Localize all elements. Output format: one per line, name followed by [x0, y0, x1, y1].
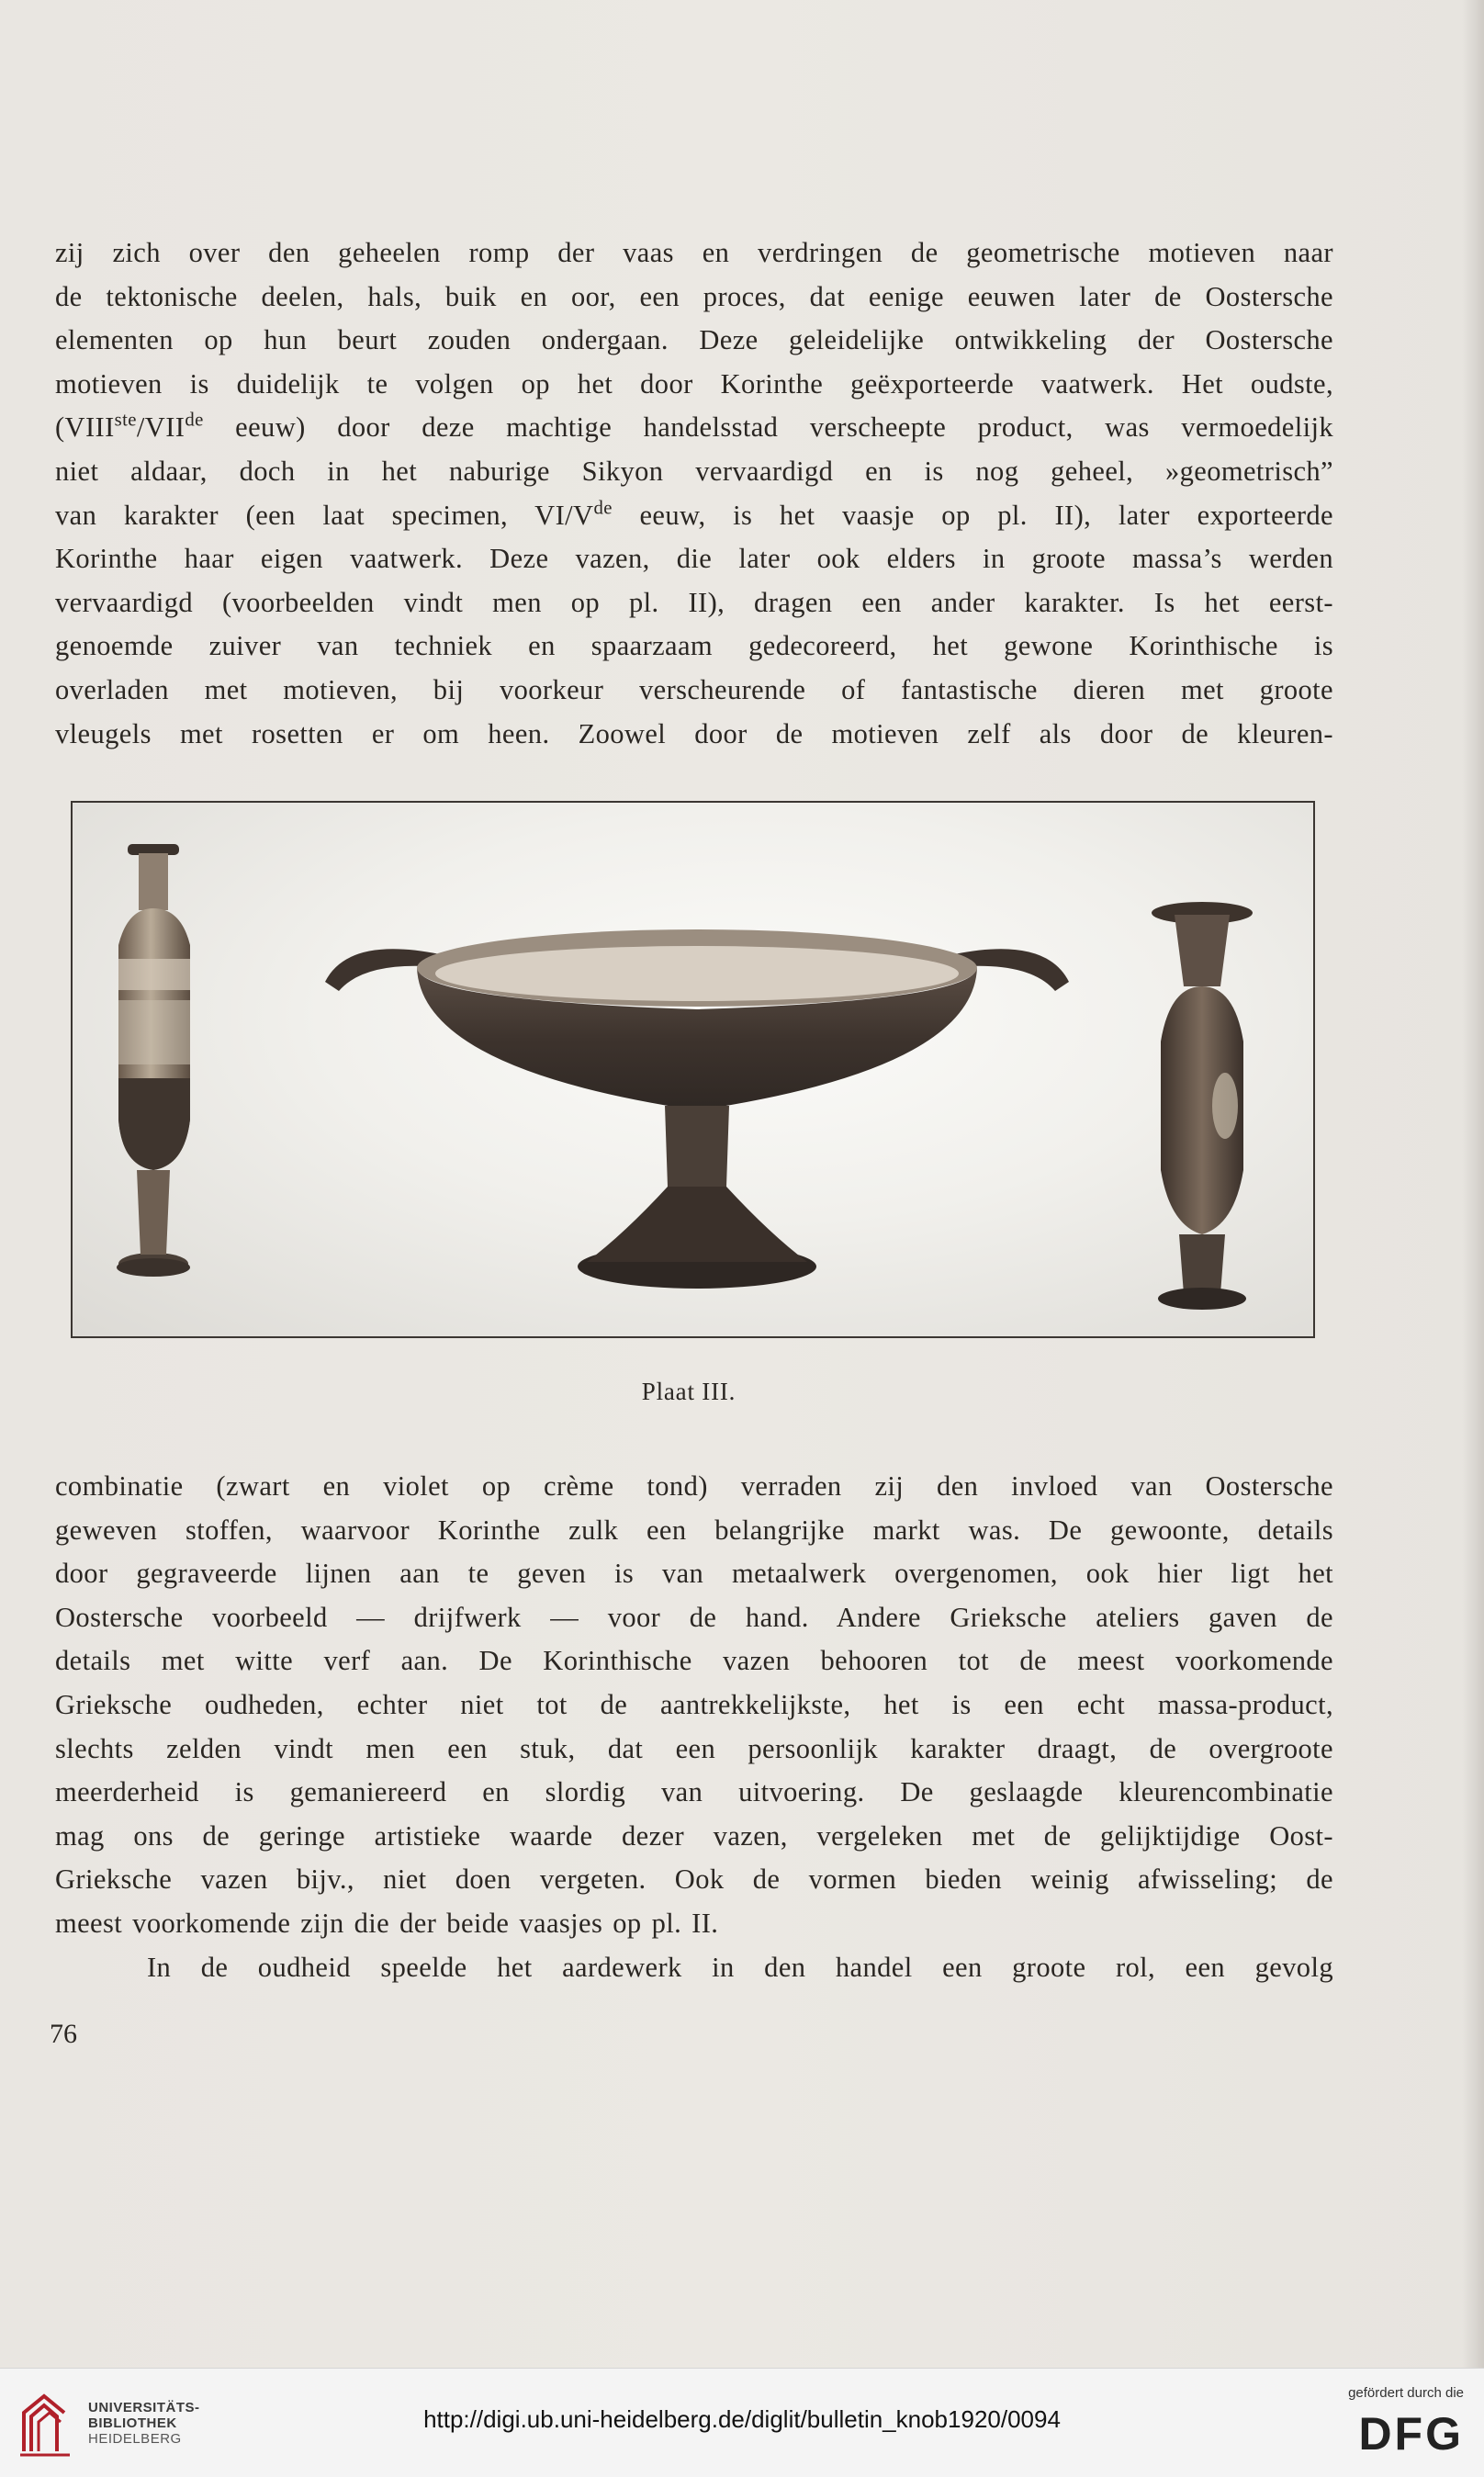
funded-by-label: gefördert durch die	[1348, 2385, 1464, 2401]
paragraph-bottom-line: meerderheid is gemaniereerd en slordig van uitvoering. De geslaagde kleurencombinatie	[55, 1776, 1333, 1808]
paragraph-top-line: Korinthe haar eigen vaatwerk. Deze vazen, die later ook elders in groote massa’s werden	[55, 543, 1333, 575]
institution-line: BIBLIOTHEK	[88, 2415, 177, 2431]
superscript: de	[593, 498, 613, 519]
page-number: 76	[50, 2019, 77, 2049]
paragraph-final-line: In de oudheid speelde het aardewerk in den handel een groote rol, een gevolg	[147, 1951, 1333, 1983]
right-lekythos-vase	[1152, 902, 1253, 1310]
plate-photograph	[71, 801, 1315, 1338]
paragraph-top-line: genoemde zuiver van techniek en spaarzaam gedecoreerd, het gewone Korinthische is	[55, 630, 1333, 662]
left-lekythos-vase	[117, 844, 190, 1277]
paragraph-bottom-line: Oostersche voorbeeld — drijfwerk — voor de hand. Andere Grieksche ateliers gaven de	[55, 1601, 1333, 1633]
paragraph-top-line-specimen	[55, 494, 1333, 538]
paragraph-top-line: niet aldaar, doch in het naburige Sikyon vervaardigd en is nog geheel, »geometrisch”	[55, 456, 1333, 487]
paragraph-bottom-line: door gegraveerde lijnen aan te geven is van metaalwerk overgenomen, ook hier ligt het	[55, 1558, 1333, 1590]
paragraph-top-line: de tektonische deelen, hals, buik en oor, een proces, dat eenige eeuwen later de Oostersche	[55, 280, 1333, 312]
dfg-logo: DFG	[1358, 2408, 1464, 2460]
digitization-footer	[0, 2368, 1484, 2477]
paragraph-bottom-line: Grieksche oudheden, echter niet tot de aantrekkelijkste, het is een echt massa-product,	[55, 1689, 1333, 1720]
paragraph-bottom-line: mag ons de geringe artistieke waarde dezer vazen, vergeleken met de gelijktijdige Oost-	[55, 1819, 1333, 1852]
paragraph-bottom-line: meest voorkomende zijn die der beide vaasjes op pl. II.	[55, 1908, 719, 1939]
paragraph-top-line: zij zich over den geheelen romp der vaas en verdringen de geometrische motieven naar	[55, 237, 1333, 268]
paragraph-top-line: vervaardigd (voorbeelden vindt men op pl. II), dragen een ander karakter. Is het eerst-	[55, 586, 1333, 618]
paragraph-bottom-line: combinatie (zwart en violet op crème tond) verraden zij den invloed van Oostersche	[55, 1470, 1333, 1502]
text-run: (VIII	[55, 411, 115, 444]
superscript: de	[185, 410, 204, 431]
institution-line: HEIDELBERG	[88, 2431, 182, 2447]
paragraph-top-line: overladen met motieven, bij voorkeur verscheurende of fantastische dieren met groote	[55, 674, 1333, 705]
page-edge-shadow	[1462, 0, 1484, 2368]
paragraph-bottom-line: Grieksche vazen bijv., niet doen vergeten. Ook de vormen bieden weinig afwisseling; de	[55, 1863, 1333, 1896]
text-run: eeuw, is het vaasje op pl. II), later exporteerde	[612, 499, 1333, 531]
kylix-cup	[325, 929, 1069, 1289]
superscript: ste	[114, 410, 137, 431]
paragraph-bottom-line: geweven stoffen, waarvoor Korinthe zulk een belangrijke markt was. De gewoonte, details	[55, 1514, 1333, 1546]
paragraph-top-line-centuries	[55, 406, 1333, 450]
paragraph-top-line: motieven is duidelijk te volgen op het door Korinthe geëxporteerde vaatwerk. Het oudste,	[55, 367, 1333, 400]
institution-line: UNIVERSITÄTS-	[88, 2400, 200, 2415]
paragraph-top-line: elementen op hun beurt zouden ondergaan. Deze geleidelijke ontwikkeling der Oostersche	[55, 324, 1333, 356]
permalink-url[interactable]: http://digi.ub.uni-heidelberg.de/diglit/bulletin_knob1920/0094	[423, 2405, 1061, 2433]
paragraph-bottom-line: slechts zelden vindt men een stuk, dat een persoonlijk karakter draagt, de overgroote	[55, 1732, 1333, 1764]
text-run: /VII	[136, 411, 186, 444]
plate-caption: Plaat III.	[641, 1378, 736, 1405]
paragraph-top-line: vleugels met rosetten er om heen. Zoowel door de motieven zelf als door de kleuren-	[55, 717, 1333, 749]
paragraph-bottom-line: details met witte verf aan. De Korinthische vazen behooren tot de meest voorkomende	[55, 1645, 1333, 1677]
greek-vases-illustration	[73, 803, 1315, 1338]
text-run: eeuw) door deze machtige handelsstad verscheepte product, was vermoedelijk	[203, 411, 1333, 444]
text-run: van karakter (een laat specimen, VI/V	[55, 499, 594, 531]
